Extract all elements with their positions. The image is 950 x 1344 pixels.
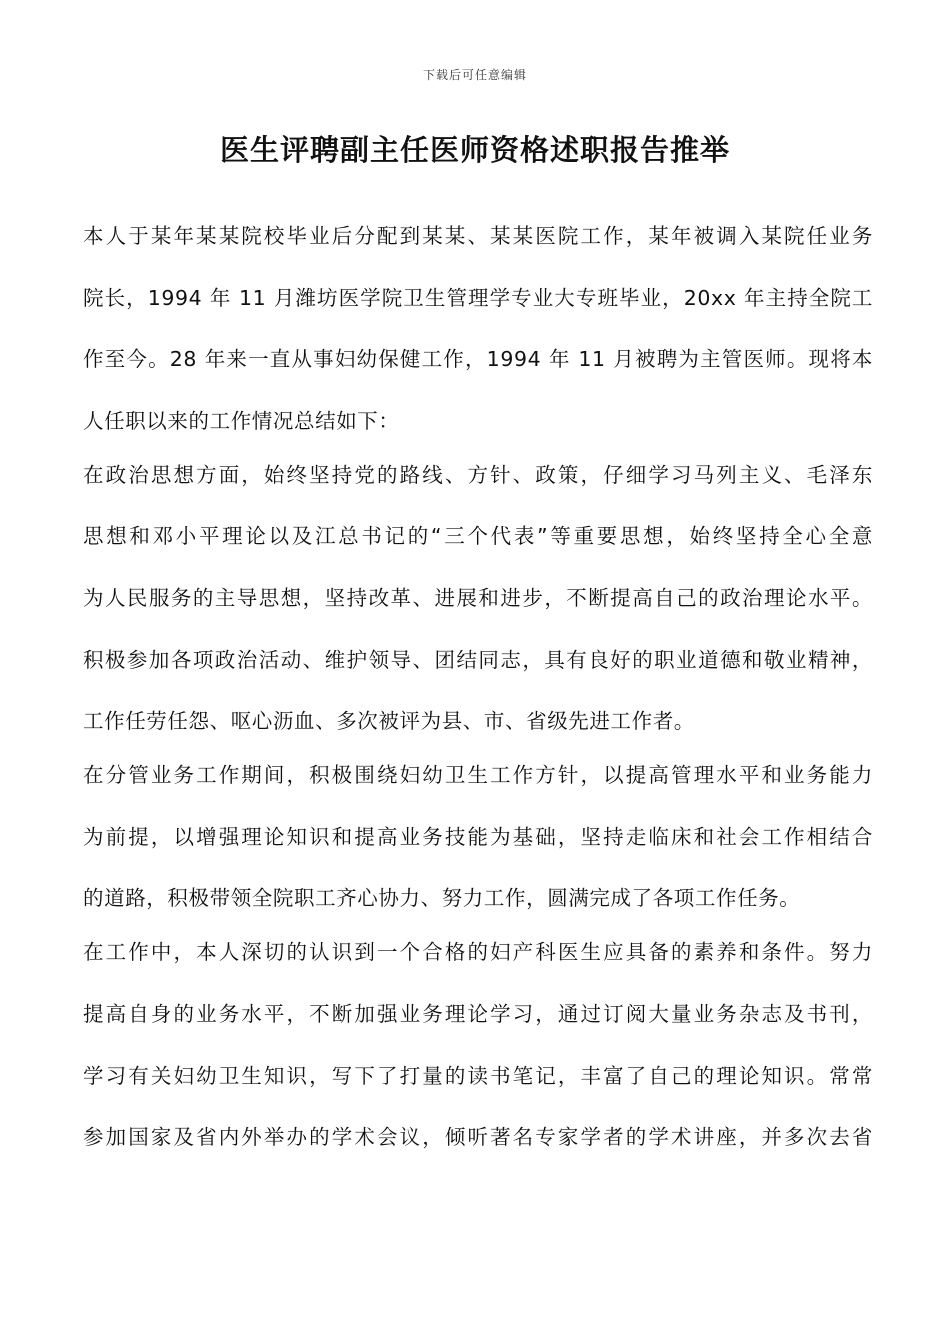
text-line: 参加国家及省内外举办的学术会议，倾听著名专家学者的学术讲座，并多次去省 — [83, 1125, 873, 1150]
text-line: 思想和邓小平理论以及江总书记的“三个代表”等重要思想，始终坚持全心全意 — [83, 524, 873, 549]
text-line: 在分管业务工作期间，积极围绕妇幼卫生工作方针，以提高管理水平和业务能力 — [83, 763, 873, 788]
text-line: 在工作中，本人深切的认识到一个合格的妇产科医生应具备的素养和条件。努力 — [83, 940, 873, 965]
text-line: 本人于某年某某院校毕业后分配到某某、某某医院工作，某年被调入某院任业务 — [83, 224, 873, 248]
header-note: 下载后可任意编辑 — [422, 68, 527, 82]
text-line: 工作任劳任怨、呕心沥血、多次被评为县、市、省级先进工作者。 — [83, 709, 695, 734]
text-line: 作至今。28 年来一直从事妇幼保健工作，1994 年 11 月被聘为主管医师。现将本 — [83, 347, 873, 372]
text-line: 学习有关妇幼卫生知识，写下了打量的读书笔记，丰富了自己的理论知识。常常 — [83, 1063, 873, 1088]
paragraph-management — [83, 759, 873, 936]
paragraph-work — [83, 936, 873, 1182]
text-line: 为人民服务的主导思想，坚持改革、进展和进步，不断提高自己的政治理论水平。 — [83, 585, 873, 610]
text-line: 的道路，积极带领全院职工齐心协力、努力工作，圆满完成了各项工作任务。 — [83, 886, 801, 911]
text-line: 人任职以来的工作情况总结如下： — [83, 408, 400, 433]
document-title: 医生评聘副主任医师资格述职报告推举 — [219, 133, 730, 167]
text-line: 为前提，以增强理论知识和提高业务技能为基础，坚持走临床和社会工作相结合 — [83, 824, 873, 849]
document-body — [83, 220, 873, 1183]
text-line: 在政治思想方面，始终坚持党的路线、方针、政策，仔细学习马列主义、毛泽东 — [83, 462, 873, 487]
paragraph-intro — [83, 220, 873, 459]
text-line: 院长，1994 年 11 月潍坊医学院卫生管理学专业大专班毕业，20xx 年主持全院工 — [83, 285, 873, 310]
text-line: 积极参加各项政治活动、维护领导、团结同志，具有良好的职业道德和敬业精神， — [83, 647, 873, 672]
paragraph-political — [83, 459, 873, 759]
text-line: 提高自身的业务水平，不断加强业务理论学习，通过订阅大量业务杂志及书刊， — [83, 1001, 873, 1026]
